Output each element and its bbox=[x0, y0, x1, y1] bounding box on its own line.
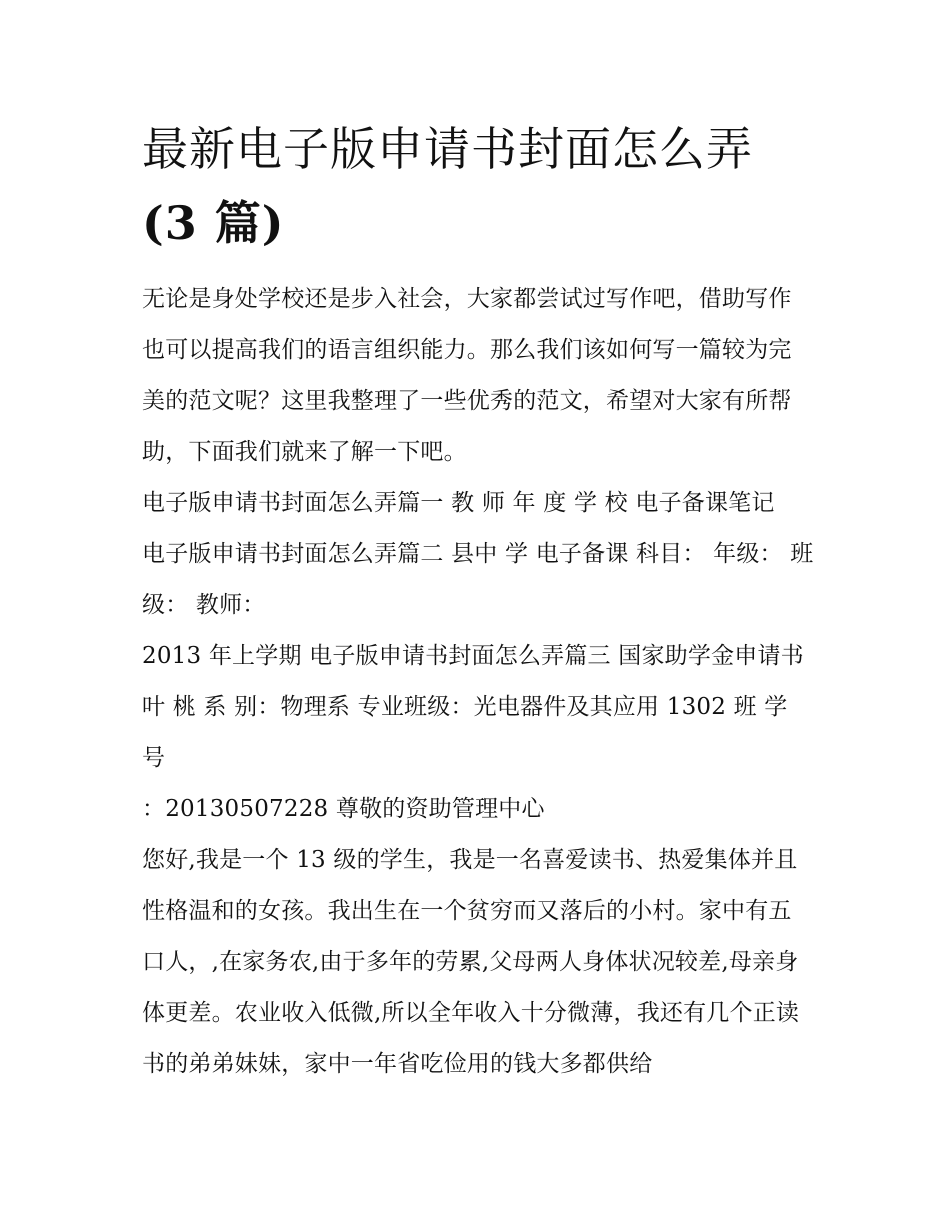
title-line-2: (3 篇) bbox=[142, 196, 285, 250]
section-one-paragraph: 电子版申请书封面怎么弄篇一 教 师 年 度 学 校 电子备课笔记 bbox=[142, 490, 775, 516]
document-title bbox=[142, 112, 814, 260]
letter-body-paragraph: 您好,我是一个 13 级的学生，我是一名喜爱读书、热爱集体并且性格温和的女孩。我出生在一个贫穷而又落后的小村。家中有五口人，,在家务农,由于多年的劳累,父母两人身体状况较差,母亲身体更差。农业收入低微,所以全年收入十分微薄，我还有几个正读书的弟弟妹妹，家中一年省吃俭用的钱大多都供给 bbox=[142, 847, 800, 1077]
section-two-paragraph: 电子版申请书封面怎么弄篇二 县中 学 电子备课 科目： 年级： 班级： 教师： bbox=[142, 541, 814, 618]
intro-paragraph: 无论是身处学校还是步入社会，大家都尝试过写作吧，借助写作也可以提高我们的语言组织能力。那么我们该如何写一篇较为完美的范文呢？这里我整理了一些优秀的范文，希望对大家有所帮助，下面我们就来了解一下吧。 bbox=[142, 286, 792, 465]
section-three-paragraph: 2013 年上学期 电子版申请书封面怎么弄篇三 国家助学金申请书 叶 桃 系 别：物理系 专业班级：光电器件及其应用 1302 班 学 号 bbox=[142, 643, 804, 771]
student-id-paragraph: ：20130507228 尊敬的资助管理中心 bbox=[142, 796, 545, 822]
title-line-1: 最新电子版申请书封面怎么弄 bbox=[142, 122, 753, 176]
document-content bbox=[142, 112, 814, 1090]
